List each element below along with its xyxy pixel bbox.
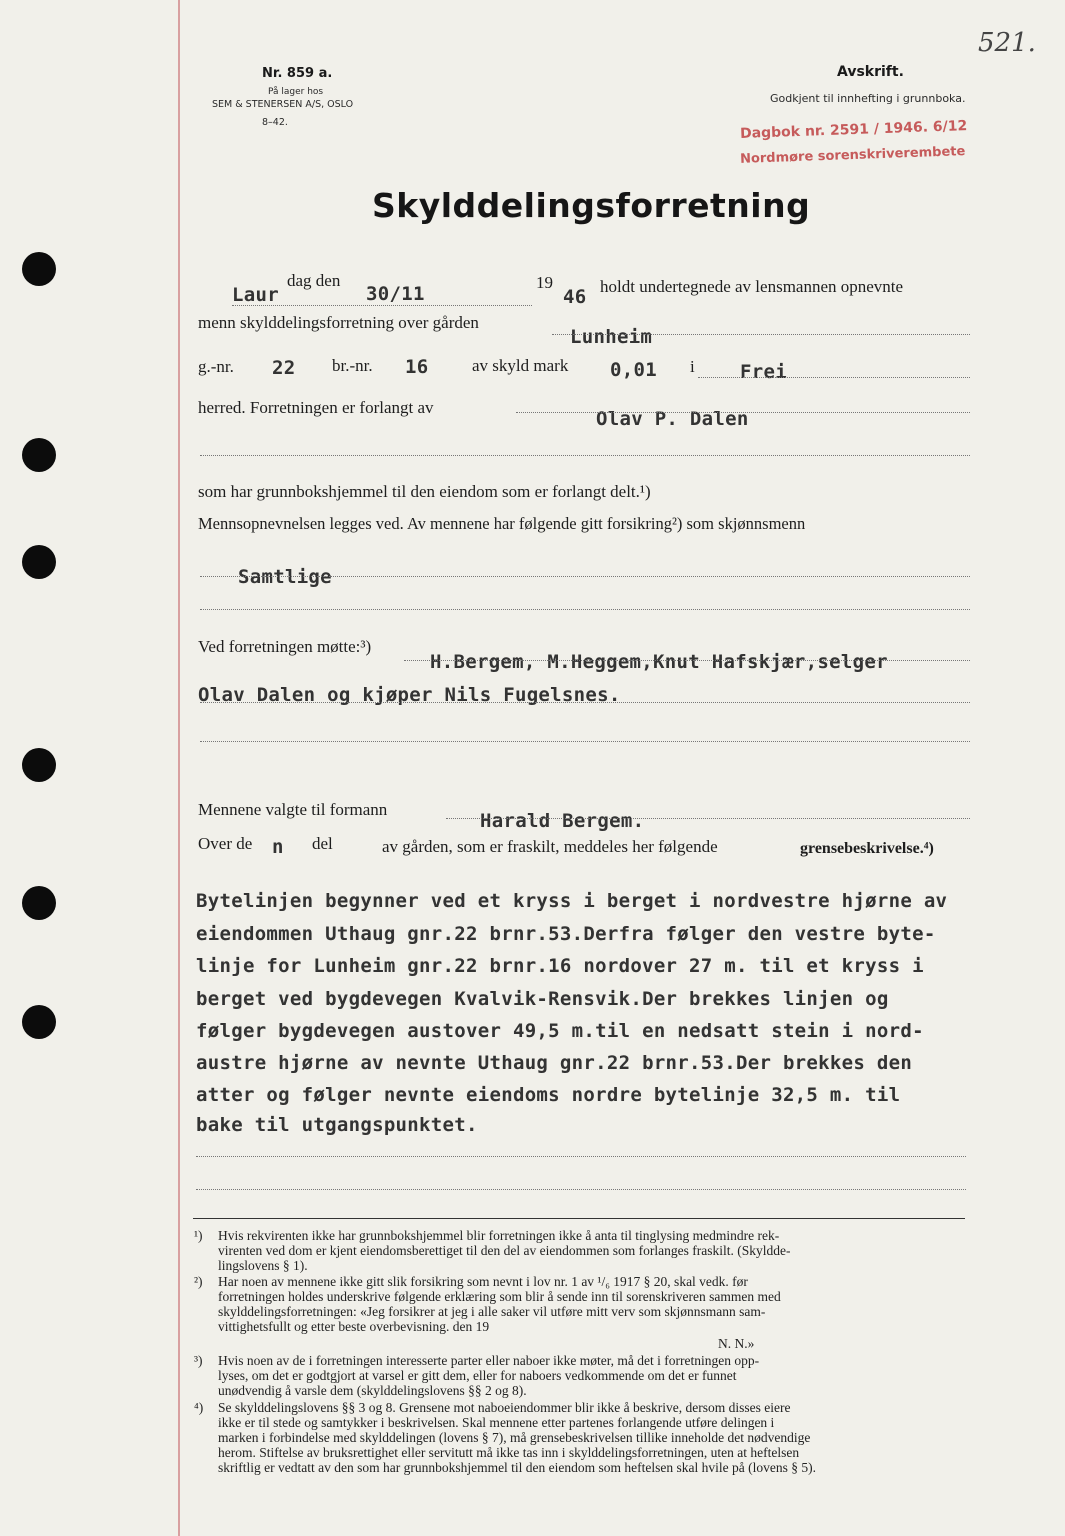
publisher-line-2: SEM & STENERSEN A/S, OSLO: [212, 99, 354, 110]
godkjent-label: Godkjent til innhefting i grunnboka.: [770, 92, 966, 105]
description-line-5: følger bygdevegen austover 49,5 m.til en nedsatt stein i nord-: [196, 1020, 924, 1042]
weekday-field: Laur: [232, 284, 279, 306]
punch-hole: [22, 748, 56, 782]
form-number: Nr. 859 a.: [262, 66, 333, 81]
description-line-2: eiendommen Uthaug gnr.22 brnr.53.Derfra følger den vestre byte-: [196, 923, 936, 945]
attendees-field: H.Bergem, M.Heggem,Knut Hafskjær,selger: [430, 651, 888, 673]
del-label: del: [312, 834, 333, 853]
over-de-label: Over de: [198, 834, 253, 853]
avskrift-label: Avskrift.: [837, 64, 904, 80]
blank-line: [196, 1156, 966, 1157]
attendees-underline-2: [200, 702, 970, 703]
century-label: 19: [536, 273, 553, 292]
punch-hole: [22, 1005, 56, 1039]
kommune-underline: [698, 377, 970, 378]
attendees-field-cont: Olav Dalen og kjøper Nils Fugelsnes.: [198, 684, 621, 706]
line-5-text: som har grunnbokshjemmel til den eiendom som er forlangt delt.¹): [198, 482, 651, 501]
footnote-separator: [193, 1218, 965, 1219]
blank-line: [200, 741, 970, 742]
requester-underline: [516, 412, 970, 413]
chairman-underline: [446, 818, 970, 819]
chairman-field: Harald Bergem.: [480, 810, 645, 832]
brnr-label: br.-nr.: [332, 356, 373, 375]
line-6-text: Mennsopnevnelsen legges ved. Av mennene har følgende gitt forsikring²) som skjønnsmenn: [198, 514, 806, 533]
requester-field: Olav P. Dalen: [596, 408, 749, 430]
farm-underline: [552, 334, 970, 335]
footnote-4-mark: ⁴): [194, 1400, 204, 1415]
margin-line: [178, 0, 180, 1536]
footnote-4-line: ikke er til stede og samtykker i beskrivelsen. Skal mennene etter partenes forlangende utføre delingen i: [218, 1415, 775, 1430]
kommune-field: Frei: [740, 361, 787, 383]
punch-hole: [22, 252, 56, 286]
page-number: 521.: [978, 28, 1036, 58]
line-2-text: menn skylddelingsforretning over gården: [198, 313, 479, 332]
footnote-3-line: unødvendig å varsle dem (skylddelingslovens §§ 2 og 8).: [218, 1383, 527, 1398]
punch-hole: [22, 545, 56, 579]
footnote-1-mark: ¹): [194, 1228, 203, 1243]
gnr-field: 22: [272, 357, 296, 379]
document-title: Skylddelingsforretning: [372, 186, 811, 225]
footnote-2-line: Har noen av mennene ikke gitt slik forsikring som nevnt i lov nr. 1 av ¹/₆ 1917 § 20, skal vedk. før: [218, 1274, 748, 1289]
footnote-2-mark: ²): [194, 1274, 203, 1289]
line-4-text: herred. Forretningen er forlangt av: [198, 398, 434, 417]
description-line-7: atter og følger nevnte eiendoms nordre bytelinje 32,5 m. til: [196, 1084, 901, 1106]
footnote-1-line: virenten ved dom er kjent eiendomsberettiget til den del av eiendommen som forlanges fraskilt. (Skyldde-: [218, 1243, 791, 1258]
del-field: n: [272, 836, 284, 858]
farm-name-field: Lunheim: [570, 326, 653, 348]
registry-stamp-line-2: Nordmøre sorenskriverembete: [739, 144, 966, 167]
blank-line: [200, 455, 970, 456]
dag-den-label: dag den: [287, 271, 341, 290]
registry-stamp-line-1: Dagbok nr. 2591 / 1946. 6/12: [739, 118, 968, 142]
footnote-4-line: skriftlig er vedtatt av den som har grunnbokshjemmel til den eiendom som heftelsen skal hvile på (lovens § 5).: [218, 1460, 816, 1475]
description-line-4: berget ved bygdevegen Kvalvik-Rensvik.Der brekkes linjen og: [196, 988, 889, 1010]
skjonnsmenn-underline: [200, 576, 970, 577]
footnote-1-line: Hvis rekvirenten ikke har grunnbokshjemmel blir forretningen ikke å anta til tinglysing medmindre rek-: [218, 1228, 780, 1243]
date-field: 30/11: [366, 283, 425, 305]
description-line-6: austre hjørne av nevnte Uthaug gnr.22 brnr.53.Der brekkes den: [196, 1052, 913, 1074]
blank-line: [200, 609, 970, 610]
line-10-text: Mennene valgte til formann: [198, 800, 388, 819]
footnote-2-line: vittighetsfullt og etter beste overbevisning. den 19: [218, 1319, 490, 1334]
publisher-date: 8–42.: [262, 117, 288, 128]
footnote-1-line: lingslovens § 1).: [218, 1258, 308, 1273]
footnote-3-mark: ³): [194, 1353, 203, 1368]
description-line-3: linje for Lunheim gnr.22 brnr.16 nordover 27 m. til et kryss i: [196, 955, 924, 977]
year-field: 46: [563, 286, 587, 308]
description-line-8: bake til utgangspunktet.: [196, 1114, 478, 1136]
gnr-label: g.-nr.: [198, 357, 234, 376]
footnote-3-line: lyses, om det er godtgjort at varsel er gitt dem, eller for naboers vedkommende om det er funnet: [218, 1368, 737, 1383]
punch-hole: [22, 438, 56, 472]
grensebeskrivelse-label: grensebeskrivelse.⁴): [800, 840, 934, 857]
blank-line: [196, 1189, 966, 1190]
footnote-4-line: herom. Stiftelse av bruksrettighet eller servitutt må ikke tas inn i skylddelingsforretningen, uten at heftelsen: [218, 1445, 800, 1460]
brnr-field: 16: [405, 356, 429, 378]
punch-hole: [22, 886, 56, 920]
footnote-2-line: skylddelingsforretningen: «Jeg forsikrer at jeg i alle saker vil utføre mitt verv som skjønnsmann sam-: [218, 1304, 766, 1319]
description-line-1: Bytelinjen begynner ved et kryss i berget i nordvestre hjørne av: [196, 890, 948, 912]
skyld-field: 0,01: [610, 359, 657, 381]
skyld-label: av skyld mark: [472, 356, 569, 375]
footnote-2-signature: N. N.»: [718, 1336, 755, 1351]
attendees-underline: [404, 660, 970, 661]
date-underline: [232, 305, 532, 306]
footnote-3-line: Hvis noen av de i forretningen interesserte parter eller naboer ikke møter, må det i forretningen opp-: [218, 1353, 760, 1368]
footnote-2-line: forretningen holdes underskrive følgende erklæring som blir å sende inn til sorenskriveren sammen med: [218, 1289, 781, 1304]
line-1-text: holdt undertegnede av lensmannen opnevnte: [600, 277, 904, 296]
footnote-4-line: Se skylddelingslovens §§ 3 og 8. Grensene mot naboeiendommer blir ikke å beskrive, dersom disses eiere: [218, 1400, 791, 1415]
i-label: i: [690, 357, 695, 376]
line-11-text: av gården, som er fraskilt, meddeles her følgende: [382, 837, 718, 856]
footnote-4-line: marken i forbindelse med skylddelingen (lovens § 7), må grensebeskrivelsen tillike inneholde det nødvendige: [218, 1430, 811, 1445]
line-8-text: Ved forretningen møtte:³): [198, 637, 372, 656]
publisher-line-1: På lager hos: [268, 87, 324, 97]
skjonnsmenn-field: Samtlige: [238, 566, 332, 588]
